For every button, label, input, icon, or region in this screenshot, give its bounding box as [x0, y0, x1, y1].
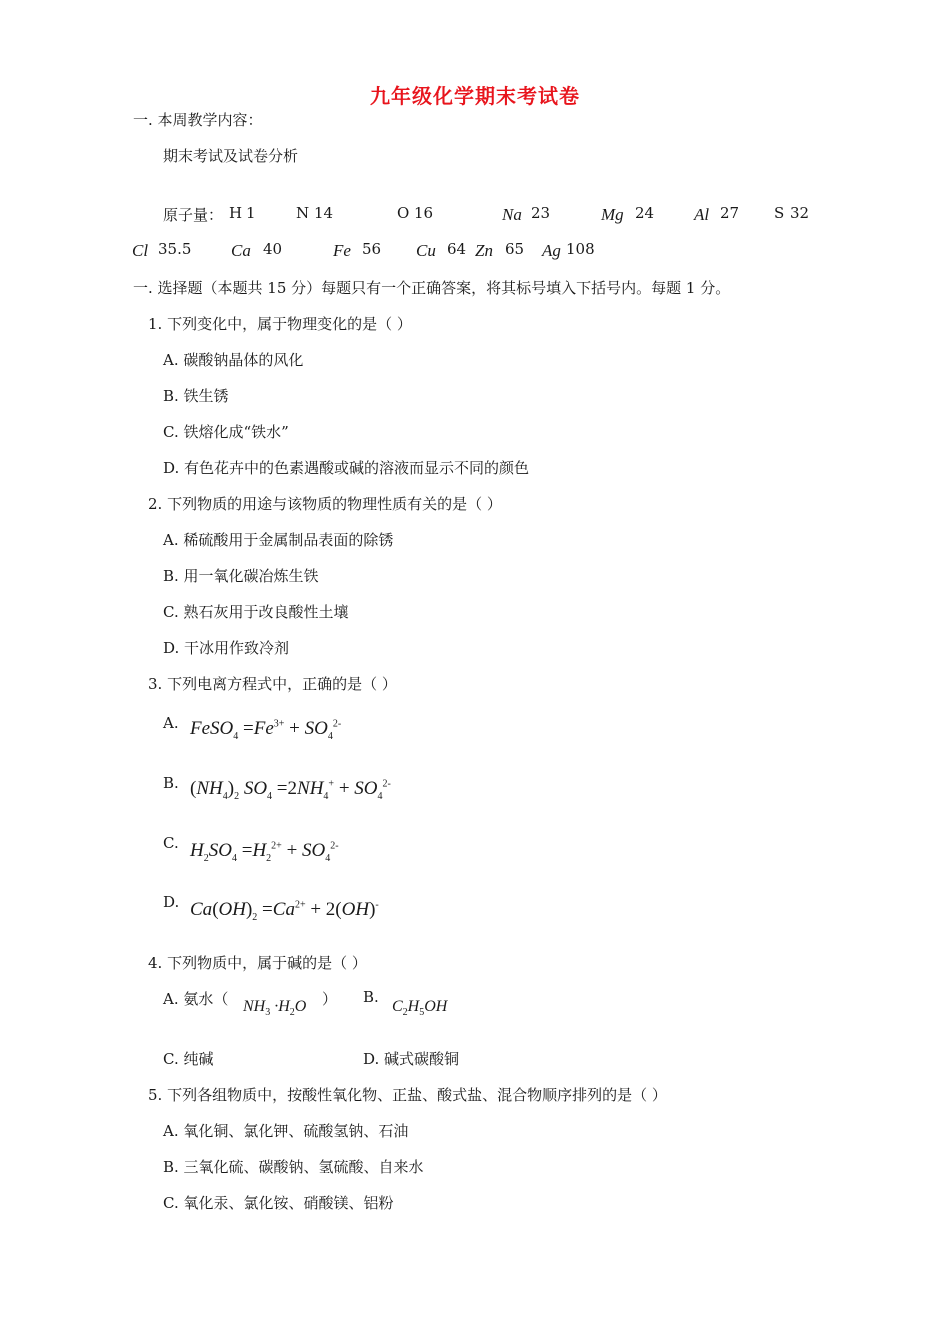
- element-mass: 35.5: [158, 240, 192, 258]
- element-symbol: S: [774, 204, 785, 222]
- question-1-option-d: D. 有色花卉中的色素遇酸或碱的溶液而显示不同的颜色: [163, 459, 530, 477]
- question-1-option-a: A. 碳酸钠晶体的风化: [163, 351, 304, 369]
- element-symbol: Fe: [333, 241, 351, 260]
- element-mass: 65: [505, 240, 525, 258]
- question-5-option-c: C. 氧化汞、氯化铵、硝酸镁、铝粉: [163, 1194, 394, 1212]
- element-symbol: Al: [694, 205, 710, 224]
- question-3-label-b: B.: [163, 774, 179, 792]
- question-5-option-b: B. 三氧化硫、碳酸钠、氢硫酸、自来水: [163, 1158, 424, 1176]
- question-1-option-b: B. 铁生锈: [163, 387, 229, 405]
- element-symbol: H: [229, 204, 243, 222]
- question-2-option-d: D. 干冰用作致冷剂: [163, 639, 290, 657]
- element-symbol: Cu: [416, 241, 436, 260]
- element-mass: 27: [720, 204, 740, 222]
- question-3-formula-b: $(NH_4)_2$ $SO_4 =2NH_4^+ + SO_4^{2-}$: [190, 778, 391, 802]
- teaching-content-text: 期末考试及试卷分析: [163, 147, 299, 165]
- question-3-label-d: D.: [163, 893, 180, 911]
- question-2-option-b: B. 用一氧化碳冶炼生铁: [163, 567, 319, 585]
- element-mass: 23: [531, 204, 551, 222]
- question-4-stem: 4. 下列物质中，属于碱的是（ ）: [148, 954, 367, 972]
- question-3-formula-d: $Ca(OH)_2 =Ca^{2+} + 2(OH)^-$: [190, 899, 379, 923]
- question-2-option-c: C. 熟石灰用于改良酸性土壤: [163, 603, 349, 621]
- question-4-option-a-close: ）: [322, 990, 338, 1008]
- element-symbol: Cl: [132, 241, 149, 260]
- question-2-option-a: A. 稀硫酸用于金属制品表面的除锈: [163, 531, 394, 549]
- question-4-option-c: C. 纯碱: [163, 1050, 214, 1068]
- question-4-option-a: A. 氨水（: [163, 990, 229, 1008]
- question-3-label-c: C.: [163, 834, 179, 852]
- element-mass: 64: [447, 240, 467, 258]
- element-mass: 40: [263, 240, 283, 258]
- question-4-option-a-formula: $NH_3 \cdot H_2O$: [243, 998, 307, 1019]
- element-symbol: O: [397, 204, 410, 222]
- question-3-formula-a: FeSO$_4$ $=Fe^{3+} + SO_4^{2-}$: [190, 718, 342, 742]
- question-4-option-b-formula: $C_2H_5OH$: [392, 998, 448, 1019]
- question-3-label-a: A.: [163, 714, 179, 732]
- element-symbol: Na: [502, 205, 522, 224]
- question-5-option-a: A. 氧化铜、氯化钾、硫酸氢钠、石油: [163, 1122, 409, 1140]
- element-symbol: Zn: [475, 241, 493, 260]
- element-mass: 108: [566, 240, 595, 258]
- question-1-option-c: C. 铁熔化成“铁水”: [163, 423, 289, 441]
- element-mass: 14: [314, 204, 334, 222]
- question-4-option-b: B.: [363, 988, 379, 1006]
- element-symbol: Mg: [601, 205, 624, 224]
- atomic-masses-label: 原子量：: [163, 206, 224, 224]
- question-3-formula-c: $H_2SO_4 =H_2^{2+} + SO_4^{2-}$: [190, 840, 339, 864]
- element-mass: 32: [790, 204, 810, 222]
- question-4-option-d: D. 碱式碳酸铜: [363, 1050, 460, 1068]
- question-3-stem: 3. 下列电离方程式中，正确的是（ ）: [148, 675, 397, 693]
- section-heading-choice: 一. 选择题（本题共 15 分）每题只有一个正确答案，将其标号填入下括号内。每题 1 分。: [133, 279, 731, 297]
- question-5-stem: 5. 下列各组物质中，按酸性氧化物、正盐、酸式盐、混合物顺序排列的是（ ）: [148, 1086, 667, 1104]
- question-1-stem: 1. 下列变化中，属于物理变化的是（ ）: [148, 315, 412, 333]
- element-symbol: Ca: [231, 241, 251, 260]
- section-heading-teaching-content: 一. 本周教学内容：: [133, 111, 263, 129]
- element-mass: 24: [635, 204, 655, 222]
- element-mass: 56: [362, 240, 382, 258]
- page-title: 九年级化学期末考试卷: [370, 84, 580, 108]
- element-mass: 1: [246, 204, 256, 222]
- element-mass: 16: [414, 204, 434, 222]
- element-symbol: N: [296, 204, 310, 222]
- element-symbol: Ag: [542, 241, 561, 260]
- question-2-stem: 2. 下列物质的用途与该物质的物理性质有关的是（ ）: [148, 495, 502, 513]
